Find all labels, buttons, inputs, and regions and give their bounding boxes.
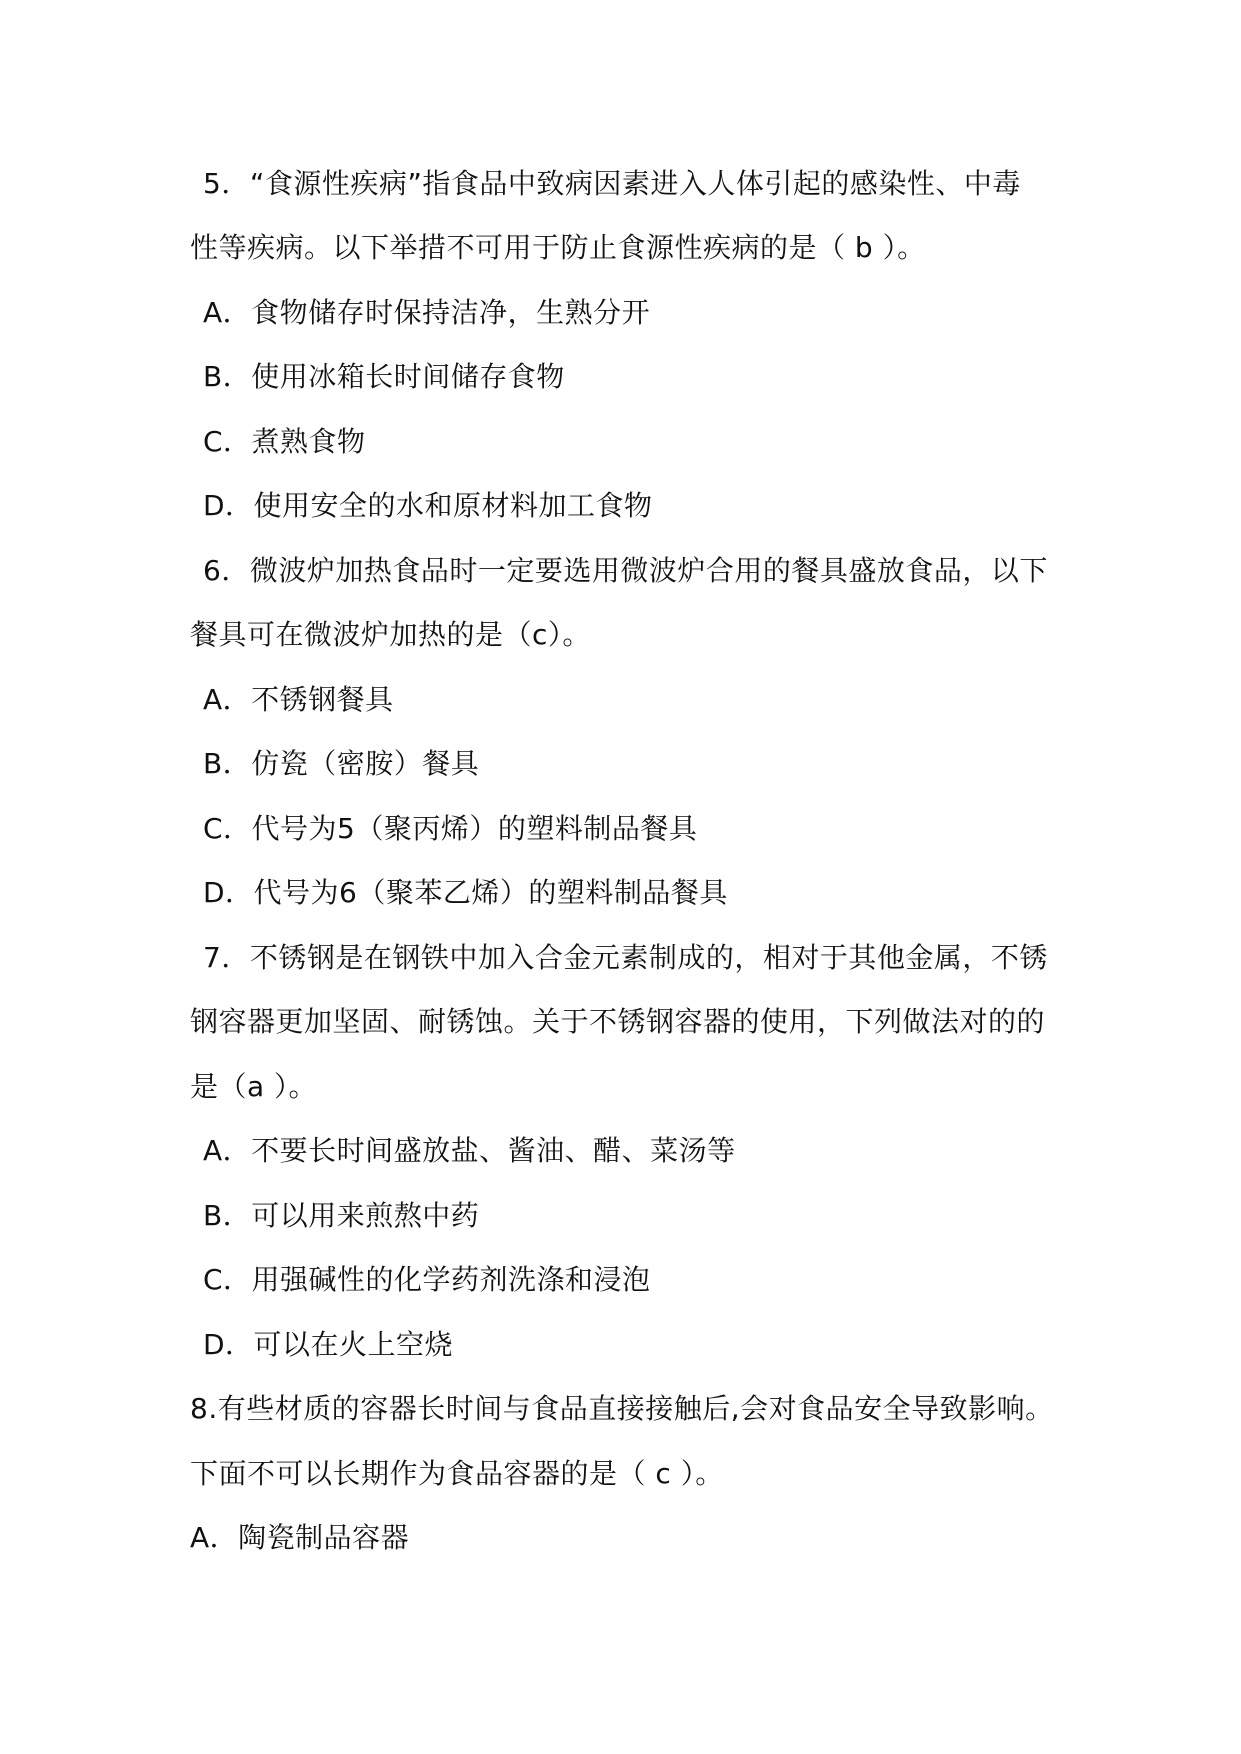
question-7-line-1: 7．不锈钢是在钢铁中加入合金元素制成的，相对于其他金属，不锈 [203, 941, 1048, 974]
question-6-option-c: C．代号为5（聚丙烯）的塑料制品餐具 [203, 812, 698, 845]
question-8-option-a: A．陶瓷制品容器 [190, 1521, 410, 1554]
question-5-line-1: 5．“食源性疾病”指食品中致病因素进入人体引起的感染性、中毒 [203, 167, 1021, 200]
question-5-option-b: B．使用冰箱长时间储存食物 [203, 360, 565, 393]
question-7-option-c: C．用强碱性的化学药剂洗涤和浸泡 [203, 1263, 651, 1296]
question-7-line-3: 是（a ）。 [190, 1070, 318, 1103]
question-5-option-a: A．食物储存时保持洁净，生熟分开 [203, 296, 651, 329]
question-6-line-1: 6．微波炉加热食品时一定要选用微波炉合用的餐具盛放食品，以下 [203, 554, 1048, 587]
question-5-option-d: D．使用安全的水和原材料加工食物 [203, 489, 653, 522]
question-7-option-b: B．可以用来煎熬中药 [203, 1199, 480, 1232]
question-6-option-d: D．代号为6（聚苯乙烯）的塑料制品餐具 [203, 876, 728, 909]
question-6-option-a: A．不锈钢餐具 [203, 683, 394, 716]
question-7-option-a: A．不要长时间盛放盐、酱油、醋、菜汤等 [203, 1134, 736, 1167]
question-6-option-b: B．仿瓷（密胺）餐具 [203, 747, 480, 780]
question-8-line-2: 下面不可以长期作为食品容器的是（ c ）。 [190, 1457, 724, 1490]
question-5-option-c: C．煮熟食物 [203, 425, 366, 458]
question-7-line-2: 钢容器更加坚固、耐锈蚀。关于不锈钢容器的使用，下列做法对的的 [190, 1005, 1046, 1038]
question-5-line-2: 性等疾病。以下举措不可用于防止食源性疾病的是（ b ）。 [190, 231, 926, 264]
question-6-line-2: 餐具可在微波炉加热的是（c）。 [190, 618, 591, 651]
question-7-option-d: D．可以在火上空烧 [203, 1328, 454, 1361]
question-8-line-1: 8.有些材质的容器长时间与食品直接接触后,会对食品安全导致影响。 [190, 1392, 1054, 1425]
